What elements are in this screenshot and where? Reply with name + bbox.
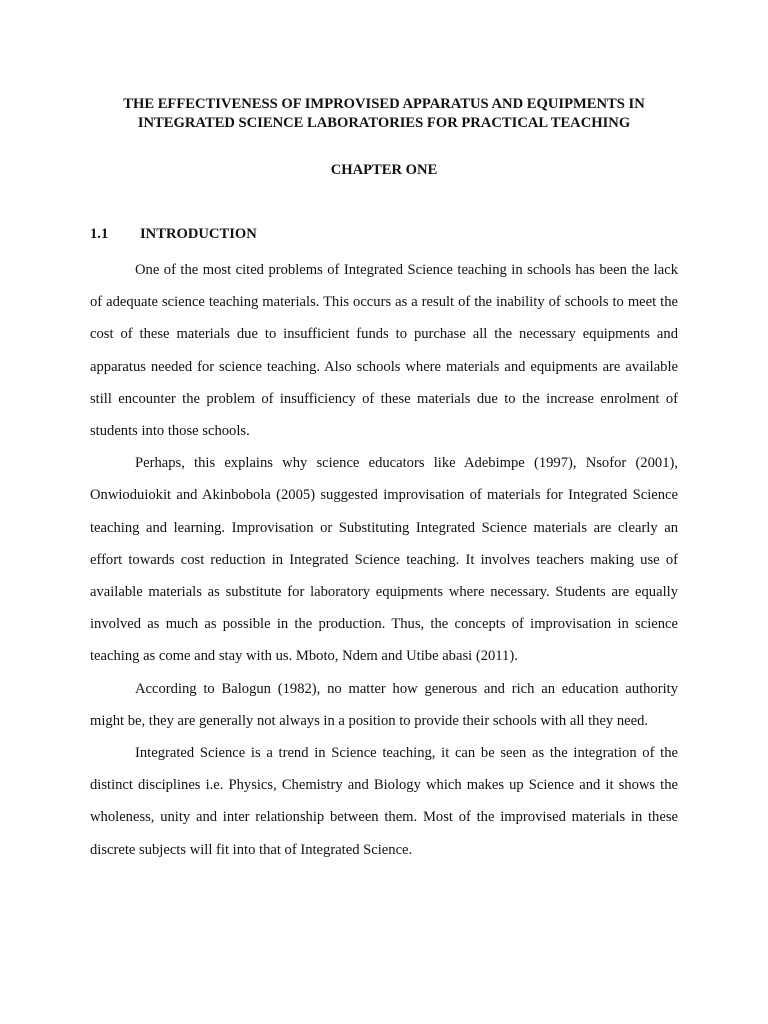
section-title: INTRODUCTION (140, 226, 257, 242)
paragraph: Integrated Science is a trend in Science teaching, it can be seen as the integration of the distinct disciplines i.e. Physics, Chemistry and Biology which makes up Science and it shows the wholeness, unity and inter relationship between them. Most of the improvised materials in these discrete subjects will fit into that of Integrated Science. (90, 745, 678, 858)
chapter-heading: CHAPTER ONE (330, 162, 438, 178)
body-text (90, 254, 678, 866)
title-line-2: INTEGRATED SCIENCE LABORATORIES FOR PRACTICAL TEACHING (137, 115, 631, 131)
title-line-1: THE EFFECTIVENESS OF IMPROVISED APPARATUS AND EQUIPMENTS IN (123, 96, 645, 112)
document-title (60, 95, 708, 133)
section-heading (90, 225, 257, 244)
paragraph: According to Balogun (1982), no matter how generous and rich an education authority might be, they are generally not always in a position to provide their schools with all they need. (90, 680, 678, 729)
paragraph: One of the most cited problems of Integrated Science teaching in schools has been the lack of adequate science teaching materials. This occurs as a result of the inability of schools to meet the cost of these materials due to insufficient funds to purchase all the necessary equipments and apparatus needed for science teaching. Also schools where materials and equipments are available still encounter the problem of insufficiency of these materials due to the increase enrolment of students into those schools. (90, 262, 678, 440)
section-number: 1.1 (90, 226, 109, 242)
paragraph: Perhaps, this explains why science educators like Adebimpe (1997), Nsofor (2001), Onwioduiokit and Akinbobola (2005) suggested improvisation of materials for Integrated Science teaching and learning. Improvisation or Substituting Integrated Science materials are clearly an effort towards cost reduction in Integrated Science teaching. It involves teachers making use of available materials as substitute for laboratory equipments where necessary. Students are equally involved as much as possible in the production. Thus, the concepts of improvisation in science teaching as come and stay with us. Mboto, Ndem and Utibe abasi (2011). (90, 455, 678, 665)
